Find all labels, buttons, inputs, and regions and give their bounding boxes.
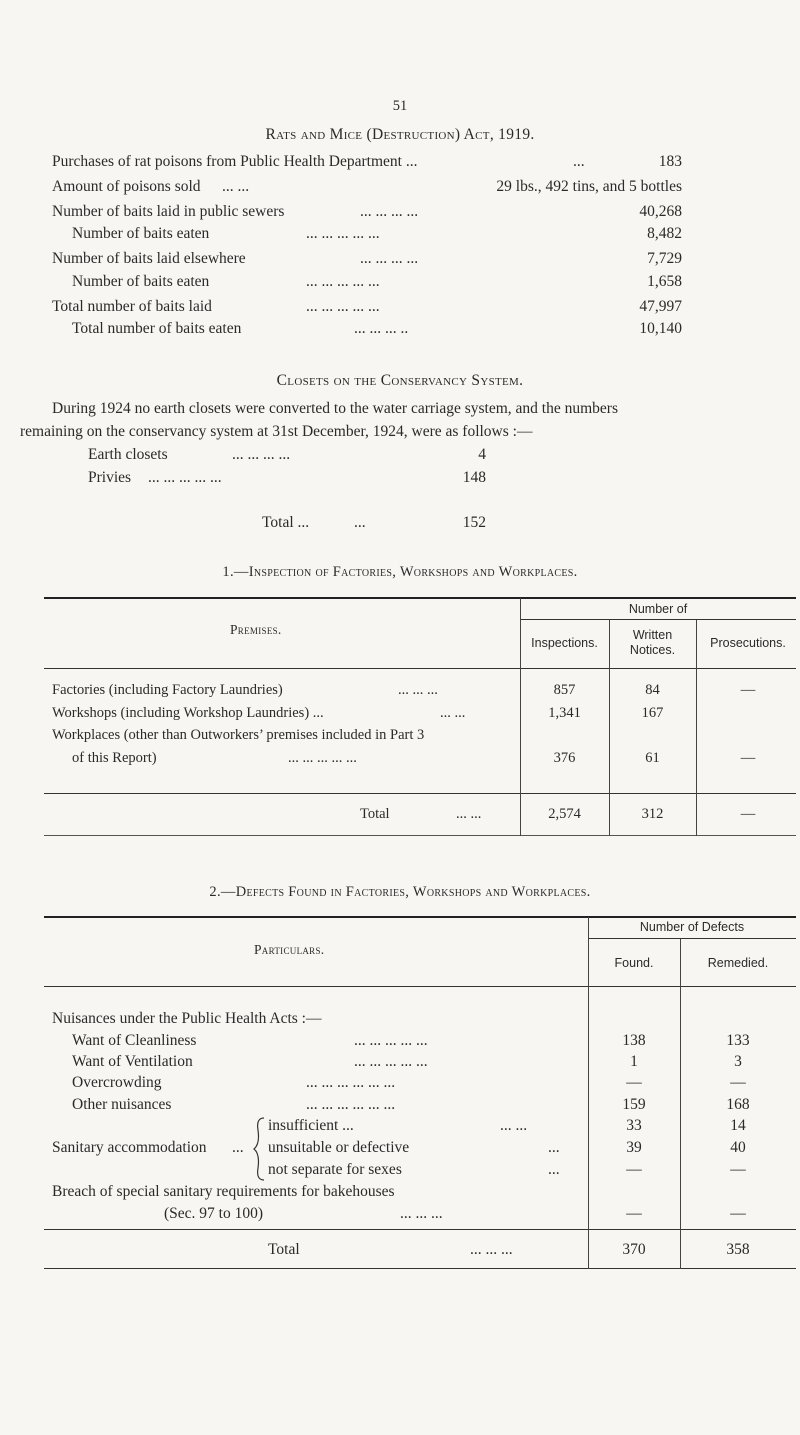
rats-row-label: Amount of poisons sold [52,178,201,195]
column-header-particulars: Particulars. [254,942,325,957]
sanitary-row-dots: ... [548,1139,560,1156]
closets-row-dots: ... ... ... ... ... [148,469,222,486]
table-row-dots: ... ... ... [398,682,438,698]
column-header-premises: Premises. [230,622,282,637]
table-cell: 167 [641,705,664,721]
rats-row-value: 183 [658,153,682,170]
total-dots: ... ... [456,806,482,822]
table-rule [44,597,796,599]
rats-row-value: 1,658 [647,273,682,290]
column-header-remedied: Remedied. [707,956,769,970]
rats-row-value: 29 lbs., 492 tins, and 5 bottles [496,178,682,195]
sanitary-row-label: unsuitable or defective [268,1139,410,1156]
table-row-dots: ... ... [440,705,466,721]
table-cell: 376 [553,750,576,766]
rats-row-dots: ... ... ... ... [360,203,419,220]
table-rule [44,1268,796,1269]
table-rule [44,916,796,918]
sanitary-row-dots: ... [548,1161,560,1178]
table-cell: — [740,750,756,766]
column-header-written: Written [632,628,673,642]
total-cell: 2,574 [548,806,581,822]
table-row-label: Factories (including Factory Laundries) [52,682,283,698]
closets-row-label: Privies [88,469,132,486]
table-cell: 1,341 [548,705,581,721]
rats-row-value: 40,268 [639,203,682,220]
rats-row-dots: ... ... ... ... ... [306,225,380,242]
table-row-label: Want of Cleanliness [72,1032,197,1049]
total-label: Total [268,1241,300,1258]
table-rule [44,986,796,987]
breach-label: (Sec. 97 to 100) [164,1205,264,1222]
table-row-dots: ... ... ... ... ... [288,750,357,766]
inspection-heading: 1.—Inspection of Factories, Workshops and Workplaces. [222,564,578,580]
closets-row-dots: ... ... ... ... [232,446,291,463]
rats-row-dots: ... [573,153,585,170]
total-cell: 370 [622,1241,646,1258]
closets-paragraph-line: During 1924 no earth closets were converted to the water carriage system, and the numbers [52,400,618,417]
total-cell: 358 [726,1241,750,1258]
breach-dots: ... ... ... [400,1205,443,1222]
closets-row-label: Earth closets [88,446,168,463]
table-cell: 1 [630,1053,638,1070]
table-row-dots: ... ... ... ... ... ... [306,1074,396,1091]
rats-row-label: Total number of baits laid [52,298,212,315]
rats-row-dots: ... ... ... ... [360,250,419,267]
rats-row-dots: ... ... ... ... ... [306,273,380,290]
column-header-inspections: Inspections. [531,636,598,650]
rats-heading: Rats and Mice (Destruction) Act, 1919. [265,126,535,143]
breach-label: Breach of special sanitary requirements for bakehouses [52,1183,395,1200]
closets-total-label: Total ... [262,514,310,531]
column-header-prosecutions: Prosecutions. [710,636,786,650]
total-label: Total [360,806,390,822]
table-row-label: of this Report) [72,750,157,766]
table-row-label: Overcrowding [72,1074,162,1091]
rats-row-value: 7,729 [647,250,682,267]
rats-row-dots: ... ... [222,178,250,195]
rats-row-label: Total number of baits eaten [72,320,242,337]
table-cell: — [626,1074,642,1091]
table-row-label: Other nuisances [72,1096,172,1113]
table-rule [696,620,697,836]
table-cell: — [730,1205,746,1222]
rats-row-label: Number of baits eaten [72,225,210,242]
table-cell: — [626,1161,642,1178]
rats-row-label: Number of baits laid elsewhere [52,250,246,267]
sanitary-row-dots: ... ... [500,1117,528,1134]
table-cell: 138 [622,1032,646,1049]
table-rule [588,938,796,939]
table-cell: 857 [553,682,576,698]
rats-row-value: 47,997 [639,298,682,315]
table-cell: 61 [645,750,660,766]
column-group-header: Number of [628,602,688,616]
closets-row-value: 148 [462,469,486,486]
table-rule [44,835,796,836]
table-cell: 14 [730,1117,746,1134]
total-cell: — [740,806,756,822]
column-group-header: Number of Defects [639,920,745,934]
total-dots: ... ... ... [470,1241,513,1258]
table-cell: 33 [626,1117,642,1134]
table-cell: 3 [734,1053,742,1070]
table-rule [520,619,796,620]
table-row-label: Want of Ventilation [72,1053,193,1070]
rats-row-label: Number of baits laid in public sewers [52,203,285,220]
closets-total-dots: ... [354,514,366,531]
table-row-dots: ... ... ... ... ... [354,1032,428,1049]
table-cell: 133 [726,1032,750,1049]
table-row-label: Workshops (including Workshop Laundries) ... [52,705,324,721]
rats-row-label: Number of baits eaten [72,273,210,290]
table-row-dots: ... ... ... ... ... [354,1053,428,1070]
table-cell: 159 [622,1096,646,1113]
table-row-label: Workplaces (other than Outworkers’ premises included in Part 3 [52,727,425,743]
table-cell: 40 [730,1139,746,1156]
sanitary-label: Sanitary accommodation [52,1139,207,1156]
table-cell: — [626,1205,642,1222]
sanitary-row-label: insufficient ... [268,1117,354,1134]
closets-paragraph-line: remaining on the conservancy system at 31st December, 1924, were as follows :— [20,423,533,440]
total-cell: 312 [641,806,664,822]
table-cell: 39 [626,1139,642,1156]
rats-row-dots: ... ... ... .. [354,320,409,337]
table-row-dots: ... ... ... ... ... ... [306,1096,396,1113]
column-header-notices: Notices. [629,643,676,657]
rats-row-value: 8,482 [647,225,682,242]
table-rule [44,668,796,669]
table-cell: 84 [645,682,660,698]
column-header-found: Found. [614,956,654,970]
table-cell: — [730,1161,746,1178]
table-cell: — [740,682,756,698]
brace-icon [252,1116,266,1182]
defects-heading: 2.—Defects Found in Factories, Workshops and Workplaces. [209,884,591,900]
sanitary-dots: ... [232,1139,244,1156]
page-number: 51 [392,98,408,114]
nuisances-label: Nuisances under the Public Health Acts :— [52,1010,322,1027]
table-rule [44,793,796,794]
table-cell: 168 [726,1096,750,1113]
closets-total-value: 152 [462,514,486,531]
rats-row-label: Purchases of rat poisons from Public Health Department ... [52,153,418,170]
sanitary-row-label: not separate for sexes [268,1161,402,1178]
table-cell: — [730,1074,746,1091]
table-rule [44,1229,796,1230]
closets-heading: Closets on the Conservancy System. [276,372,524,389]
closets-row-value: 4 [478,446,486,463]
rats-row-value: 10,140 [639,320,682,337]
rats-row-dots: ... ... ... ... ... [306,298,380,315]
